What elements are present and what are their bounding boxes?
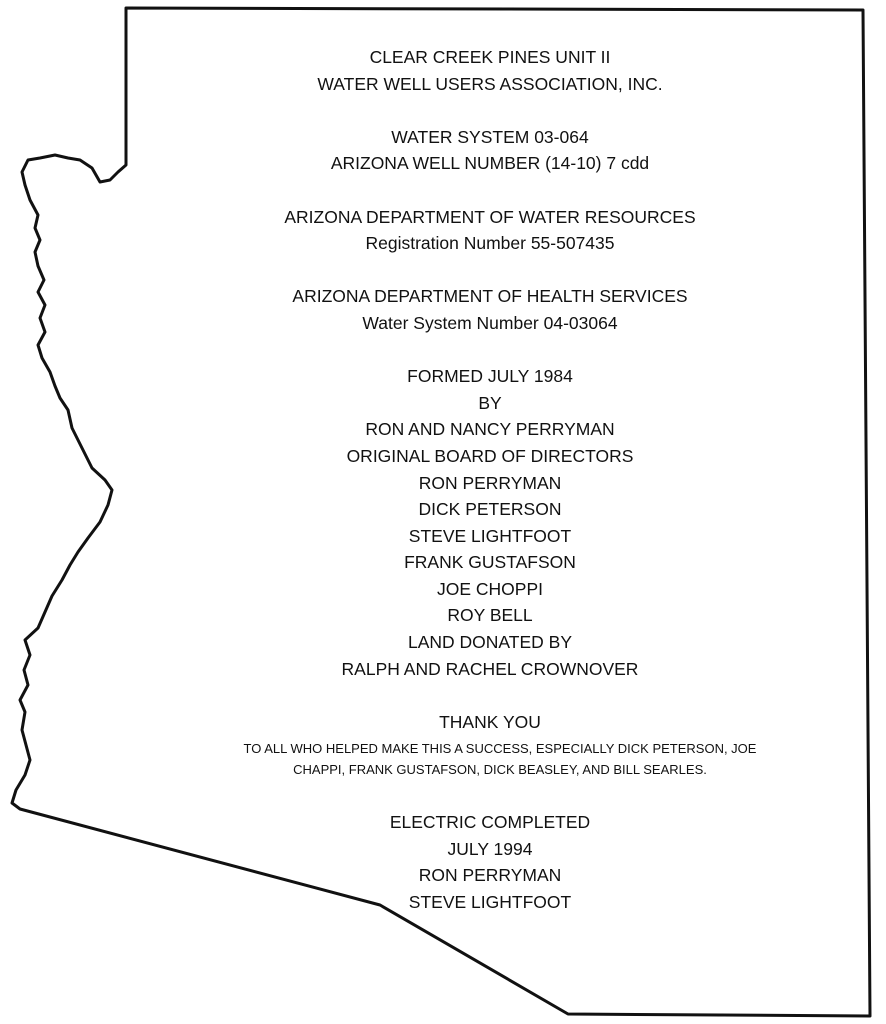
- formed-date-line: FORMED JULY 1984: [407, 366, 573, 387]
- donors-line: RALPH AND RACHEL CROWNOVER: [341, 658, 639, 679]
- electric-completed-line: ELECTRIC COMPLETED: [389, 812, 591, 833]
- director-name: STEVE LIGHTFOOT: [408, 525, 572, 546]
- electric-name-line: STEVE LIGHTFOOT: [408, 891, 572, 912]
- header-line-1: CLEAR CREEK PINES UNIT II: [369, 47, 611, 67]
- founders-line: RON AND NANCY PERRYMAN: [365, 419, 615, 440]
- land-donated-line: LAND DONATED BY: [407, 632, 572, 653]
- adhs-line: ARIZONA DEPARTMENT OF HEALTH SERVICES: [292, 286, 688, 307]
- electric-date-line: JULY 1994: [447, 838, 533, 859]
- plaque-text: [150, 44, 830, 915]
- director-name: RON PERRYMAN: [418, 472, 562, 493]
- director-name: JOE CHOPPI: [437, 578, 543, 599]
- adwr-registration-line: Registration Number 55-507435: [365, 233, 615, 254]
- director-name: FRANK GUSTAFSON: [404, 552, 576, 573]
- thank-you-line-1: TO ALL WHO HELPED MAKE THIS A SUCCESS, ESPECIALLY DICK PETERSON, JOE: [243, 741, 757, 757]
- formed-by-line: BY: [478, 392, 502, 413]
- header-line-2: WATER WELL USERS ASSOCIATION, INC.: [317, 73, 663, 94]
- thank-you-heading: THANK YOU: [439, 711, 541, 732]
- adhs-water-system-line: Water System Number 04-03064: [362, 312, 618, 333]
- electric-name-line: RON PERRYMAN: [418, 865, 562, 886]
- well-number-line: ARIZONA WELL NUMBER (14-10) 7 cdd: [330, 153, 650, 174]
- adwr-line: ARIZONA DEPARTMENT OF WATER RESOURCES: [284, 206, 696, 227]
- water-system-line: WATER SYSTEM 03-064: [391, 126, 589, 147]
- thank-you-line-2: CHAPPI, FRANK GUSTAFSON, DICK BEASLEY, AND BILL SEARLES.: [293, 762, 707, 778]
- director-name: ROY BELL: [447, 605, 533, 626]
- thank-you-body: [30, 735, 886, 782]
- board-heading-line: ORIGINAL BOARD OF DIRECTORS: [346, 445, 634, 466]
- director-name: DICK PETERSON: [418, 499, 562, 520]
